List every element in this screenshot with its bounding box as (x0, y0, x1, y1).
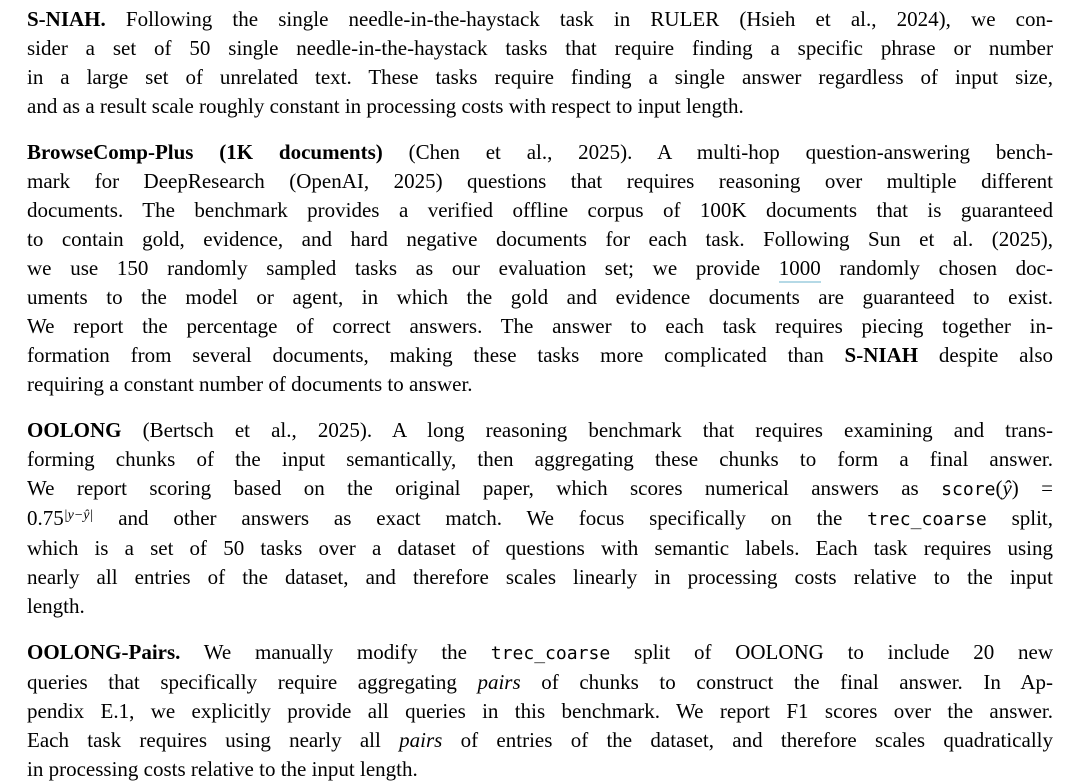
body-text: documents. The benchmark provides a verified offline corpus of 100K documents that is guaranteed (27, 198, 1053, 222)
text-line (27, 474, 1053, 504)
italic-text: pairs (477, 670, 521, 694)
text-line (27, 196, 1053, 225)
code-text: score (941, 479, 996, 500)
text-line (27, 34, 1053, 63)
body-text: of chunks to construct the final answer. In Ap- (520, 670, 1053, 694)
body-text: requiring a constant number of documents to answer. (27, 372, 473, 396)
body-text: We report the percentage of correct answers. The answer to each task requires piecing together in- (27, 314, 1053, 338)
body-text: split, (986, 506, 1053, 530)
paragraph-s-niah (27, 5, 1053, 121)
text-line (27, 697, 1053, 726)
paragraph-oolong (27, 416, 1053, 621)
body-text: mark for DeepResearch (OpenAI, 2025) questions that requires reasoning over multiple different (27, 169, 1053, 193)
bold-text: S-NIAH. (27, 7, 106, 31)
math-text: ŷ (1002, 476, 1012, 500)
code-text: trec_coarse (867, 509, 987, 530)
body-text: despite also (918, 343, 1054, 367)
body-text: uments to the model or agent, in which the gold and evidence documents are guaranteed to exist. (27, 285, 1053, 309)
text-line (27, 5, 1053, 34)
body-text: and as a result scale roughly constant in processing costs with respect to input length. (27, 94, 744, 118)
body-text: which is a set of 50 tasks over a dataset of questions with semantic labels. Each task requires using (27, 536, 1053, 560)
body-text: in processing costs relative to the input length. (27, 757, 418, 781)
text-line (27, 370, 1053, 399)
text-line (27, 755, 1053, 781)
bold-text: BrowseComp-Plus (1K documents) (27, 140, 383, 164)
underlined-number: 1000 (779, 256, 821, 283)
body-text: nearly all entries of the dataset, and therefore scales linearly in processing costs relative to the input (27, 565, 1053, 589)
body-text: we use 150 randomly sampled tasks as our evaluation set; we provide (27, 256, 779, 280)
text-line (27, 638, 1053, 668)
text-line (27, 416, 1053, 445)
italic-text: pairs (399, 728, 443, 752)
text-line (27, 726, 1053, 755)
text-line (27, 283, 1053, 312)
body-text: in a large set of unrelated text. These tasks require finding a single answer regardless of input size, (27, 65, 1053, 89)
paragraph-browsecomp-plus (27, 138, 1053, 399)
text-line (27, 63, 1053, 92)
text-line (27, 225, 1053, 254)
math-superscript: |y−ŷ| (63, 508, 94, 523)
text-line (27, 138, 1053, 167)
bold-text: OOLONG-Pairs. (27, 640, 181, 664)
bold-text: OOLONG (27, 418, 122, 442)
body-text: We manually modify the (180, 640, 491, 664)
text-line (27, 92, 1053, 121)
text-line (27, 504, 1053, 534)
body-text: queries that specifically require aggregating (27, 670, 478, 694)
body-text: (Bertsch et al., 2025). A long reasoning benchmark that requires examining and trans- (121, 418, 1053, 442)
body-text: ( (995, 476, 1003, 500)
text-line (27, 445, 1053, 474)
body-text: pendix E.1, we explicitly provide all queries in this benchmark. We report F1 scores over the answer. (27, 699, 1053, 723)
body-text: and other answers as exact match. We focus specifically on the (93, 506, 868, 530)
body-text: Each task requires using nearly all (27, 728, 400, 752)
body-text: of entries of the dataset, and therefore scales quadratically (442, 728, 1053, 752)
body-text: Following the single needle-in-the-haystack task in RULER (Hsieh et al., 2024), we con- (105, 7, 1053, 31)
body-text: sider a set of 50 single needle-in-the-haystack tasks that require finding a specific phrase or number (27, 36, 1053, 60)
body-text: We report scoring based on the original paper, which scores numerical answers as (27, 476, 942, 500)
body-text: length. (27, 594, 85, 618)
body-text: ) = (1011, 476, 1053, 500)
code-text: trec_coarse (490, 643, 611, 664)
body-text: to contain gold, evidence, and hard negative documents for each task. Following Sun et al. (2025), (27, 227, 1053, 251)
body-text: split of OOLONG to include 20 new (610, 640, 1053, 664)
text-line (27, 341, 1053, 370)
text-line (27, 668, 1053, 697)
body-text: 0.75 (27, 506, 64, 530)
text-line (27, 312, 1053, 341)
text-line (27, 254, 1053, 283)
body-text: formation from several documents, making these tasks more complicated than (27, 343, 845, 367)
body-text: forming chunks of the input semantically, then aggregating these chunks to form a final answer. (27, 447, 1053, 471)
body-text: (Chen et al., 2025). A multi-hop question-answering bench- (382, 140, 1053, 164)
paragraph-oolong-pairs (27, 638, 1053, 781)
bold-text: S-NIAH (844, 343, 919, 367)
body-text: randomly chosen doc- (820, 256, 1053, 280)
text-line (27, 563, 1053, 592)
text-line (27, 167, 1053, 196)
text-line (27, 534, 1053, 563)
text-line (27, 592, 1053, 621)
